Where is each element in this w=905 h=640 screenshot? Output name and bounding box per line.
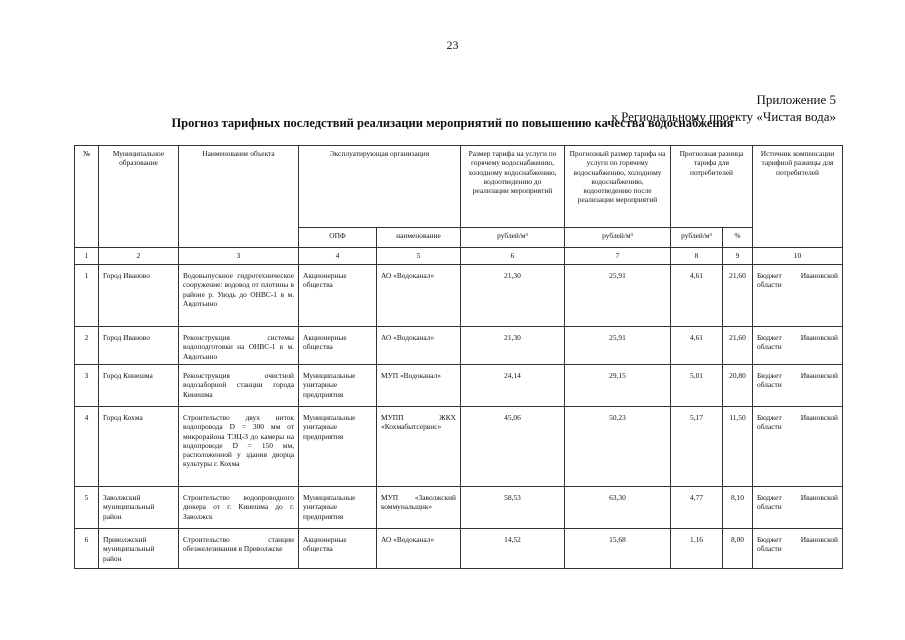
header-source: Источник компенсации тарифной разницы для потребителей xyxy=(753,146,843,248)
cell-object: Строительство водопроводного дюкера от г. Кинешма до г. Заволжск xyxy=(179,487,299,529)
cell-num: 5 xyxy=(75,487,99,529)
cell-source: Бюджет Ивановской области xyxy=(753,407,843,487)
cell-tariff-before: 14,52 xyxy=(461,529,565,569)
cell-diff: 5,01 xyxy=(671,365,723,407)
cell-municipality: Город Иваново xyxy=(99,265,179,327)
table-body xyxy=(75,265,843,569)
cell-tariff-after: 29,15 xyxy=(565,365,671,407)
cell-percent: 21,60 xyxy=(723,265,753,327)
header-tariff-before: Размер тарифа на услуги по горячему водоснабжению, холодному водоснабжению, водоотведению до реализации мероприятий xyxy=(461,146,565,228)
cell-operator-name: МУП «Водоканал» xyxy=(377,365,461,407)
cell-operator-name: МУП «Заволжский коммунальщик» xyxy=(377,487,461,529)
header-unit-before: рублей/м³ xyxy=(461,228,565,248)
cell-municipality: Город Кинешма xyxy=(99,365,179,407)
cell-tariff-before: 21,30 xyxy=(461,265,565,327)
cell-percent: 8,00 xyxy=(723,529,753,569)
table-header xyxy=(75,146,843,248)
column-number: 5 xyxy=(377,248,461,265)
cell-tariff-before: 24,14 xyxy=(461,365,565,407)
cell-tariff-after: 25,91 xyxy=(565,327,671,365)
column-number: 4 xyxy=(299,248,377,265)
cell-percent: 21,60 xyxy=(723,327,753,365)
header-num: № xyxy=(75,146,99,248)
cell-tariff-before: 58,53 xyxy=(461,487,565,529)
cell-operator-name: АО «Водоканал» xyxy=(377,529,461,569)
appendix-line-2: к Региональному проекту «Чистая вода» xyxy=(611,109,836,124)
cell-tariff-before: 21,30 xyxy=(461,327,565,365)
cell-opf: Акционерные общества xyxy=(299,529,377,569)
header-unit-after: рублей/м³ xyxy=(565,228,671,248)
tariff-forecast-table xyxy=(74,145,843,569)
cell-operator-name: АО «Водоканал» xyxy=(377,265,461,327)
header-object: Наименование объекта xyxy=(179,146,299,248)
column-number: 2 xyxy=(99,248,179,265)
cell-num: 3 xyxy=(75,365,99,407)
cell-tariff-after: 50,23 xyxy=(565,407,671,487)
cell-diff: 1,16 xyxy=(671,529,723,569)
cell-num: 1 xyxy=(75,265,99,327)
cell-source: Бюджет Ивановской области xyxy=(753,529,843,569)
column-number: 1 xyxy=(75,248,99,265)
table-row xyxy=(75,487,843,529)
cell-percent: 8,10 xyxy=(723,487,753,529)
cell-num: 2 xyxy=(75,327,99,365)
column-number: 6 xyxy=(461,248,565,265)
cell-diff: 4,61 xyxy=(671,265,723,327)
cell-object: Реконструкция системы водоподготовки на ОНВС-1 в м. Авдотьино xyxy=(179,327,299,365)
cell-object: Строительство двух ниток водопровода D = 300 мм от микрорайона ТЭЦ-3 до камеры на водопроводе D = 150 мм, расположенной у здания дворца культуры г. Кохма xyxy=(179,407,299,487)
header-difference: Прогнозная разница тарифа для потребителей xyxy=(671,146,753,228)
cell-source: Бюджет Ивановской области xyxy=(753,487,843,529)
header-name: наименование xyxy=(377,228,461,248)
cell-diff: 4,77 xyxy=(671,487,723,529)
cell-tariff-before: 45,06 xyxy=(461,407,565,487)
table-row xyxy=(75,265,843,327)
cell-object: Реконструкция очистной водозаборной станции города Кинешма xyxy=(179,365,299,407)
appendix-line-1: Приложение 5 xyxy=(756,92,836,107)
column-number: 7 xyxy=(565,248,671,265)
cell-opf: Муниципальные унитарные предприятия xyxy=(299,365,377,407)
header-opf: ОПФ xyxy=(299,228,377,248)
cell-source: Бюджет Ивановской области xyxy=(753,265,843,327)
cell-percent: 20,80 xyxy=(723,365,753,407)
header-unit-percent: % xyxy=(723,228,753,248)
cell-diff: 4,61 xyxy=(671,327,723,365)
cell-opf: Акционерные общества xyxy=(299,265,377,327)
header-tariff-after: Прогнозный размер тарифа на услуги по горячему водоснабжению, холодному водоснабжению, водоотведению после реализации мероприятий xyxy=(565,146,671,228)
column-number: 9 xyxy=(723,248,753,265)
cell-opf: Муниципальные унитарные предприятия xyxy=(299,487,377,529)
column-number: 8 xyxy=(671,248,723,265)
cell-operator-name: МУПП ЖКХ «Кохмабытсервис» xyxy=(377,407,461,487)
cell-municipality: Заволжский муниципальный район xyxy=(99,487,179,529)
column-number: 10 xyxy=(753,248,843,265)
header-unit-diff: рублей/м³ xyxy=(671,228,723,248)
table-row xyxy=(75,365,843,407)
page-number: 23 xyxy=(446,38,459,52)
cell-source: Бюджет Ивановской области xyxy=(753,327,843,365)
cell-object: Строительство станции обезжелезивания в Приволжске xyxy=(179,529,299,569)
cell-num: 4 xyxy=(75,407,99,487)
cell-municipality: Приволжский муниципальный район xyxy=(99,529,179,569)
cell-municipality: Город Кохма xyxy=(99,407,179,487)
table-row xyxy=(75,407,843,487)
cell-tariff-after: 25,91 xyxy=(565,265,671,327)
column-number: 3 xyxy=(179,248,299,265)
header-operator: Эксплуатирующая организация xyxy=(299,146,461,228)
document-title: Прогноз тарифных последствий реализации мероприятий по повышению качества водоснабжения xyxy=(171,116,734,130)
cell-object: Водовыпускное гидротехническое сооружение: водовод от плотины в районе р. Уводь до ОНВС-1 в м. Авдотьино xyxy=(179,265,299,327)
header-municipality: Муниципальное образование xyxy=(99,146,179,248)
cell-num: 6 xyxy=(75,529,99,569)
cell-diff: 5,17 xyxy=(671,407,723,487)
cell-tariff-after: 63,30 xyxy=(565,487,671,529)
column-number-row xyxy=(75,248,843,265)
cell-source: Бюджет Ивановской области xyxy=(753,365,843,407)
table-row xyxy=(75,529,843,569)
cell-opf: Акционерные общества xyxy=(299,327,377,365)
cell-municipality: Город Иваново xyxy=(99,327,179,365)
cell-tariff-after: 15,68 xyxy=(565,529,671,569)
cell-opf: Муниципальные унитарные предприятия xyxy=(299,407,377,487)
cell-operator-name: АО «Водоканал» xyxy=(377,327,461,365)
cell-percent: 11,50 xyxy=(723,407,753,487)
table-row xyxy=(75,327,843,365)
